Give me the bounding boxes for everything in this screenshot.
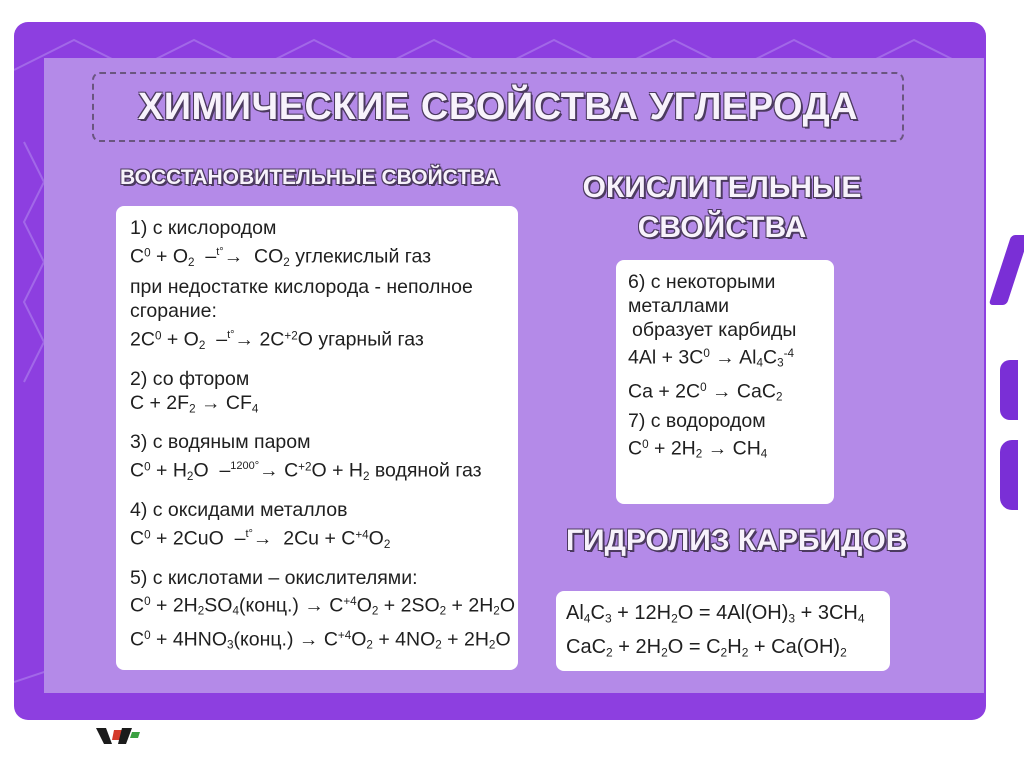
item-metals-cont: металлами xyxy=(628,295,730,317)
item-metal-oxides: 4) с оксидами металлов xyxy=(130,499,348,522)
reducing-heading: ВОССТАНОВИТЕЛЬНЫЕ СВОЙСТВА xyxy=(120,166,500,189)
equation-cac2-hydrolysis: $CaC_2 + 2H_2O = C_2H_2 + Ca(OH)_2$ xyxy=(566,636,847,660)
oxidizing-heading xyxy=(572,168,872,248)
equation-c-hno3: $C^0$ + $4HNO_3(конц.) \to C^{+4}O_2 + 4NO_2 + 2H_2O$ xyxy=(130,628,511,652)
equation-2c-o2: $2C^0 + O_2$ $-^{t^\circ}\to 2C^{+2}O$ угарный газ xyxy=(130,328,424,352)
hydrolysis-heading: ГИДРОЛИЗ КАРБИДОВ xyxy=(566,524,908,557)
logo-mark xyxy=(92,726,144,746)
equation-c-cuo: $C^0 + 2CuO$ $-^{t^\circ}\to 2Cu + C^{+4}O_2$ xyxy=(130,527,391,552)
edge-decoration xyxy=(1000,360,1018,420)
hydrolysis-card xyxy=(556,591,890,671)
item-hydrogen: 7) с водородом xyxy=(628,410,766,433)
item-carbides-note: образует карбиды xyxy=(632,319,797,341)
edge-decoration xyxy=(989,235,1024,305)
note-incomplete: при недостатке кислорода - неполное xyxy=(130,275,473,298)
item-fluorine: 2) со фтором xyxy=(130,367,250,390)
equation-c-h2o: $C^0 + H_2O$ $-^{1200^\circ}\to C^{+2}O + H_2$ водяной газ xyxy=(130,459,482,484)
item-oxidizing-acids: 5) с кислотами – окислителями: xyxy=(130,567,418,590)
equation-al4c3-hydrolysis: $Al_4C_3 + 12H_2O = 4Al(OH)_3 + 3CH_4$ xyxy=(566,602,865,626)
edge-decoration xyxy=(1000,440,1018,510)
equation-ca-c: $Ca + 2C^0 \to CaC_2$ xyxy=(628,380,783,404)
equation-al-c: $4Al + 3C^0 \to Al_4C_3^{-4}$ xyxy=(628,346,794,370)
item-oxygen: 1) с кислородом xyxy=(130,217,277,239)
oxidizing-card xyxy=(616,260,834,504)
oxidizing-heading-line1: ОКИСЛИТЕЛЬНЫЕ xyxy=(582,171,862,204)
equation-c-o2: $C^0 + O_2$ $-^{t^\circ}\to CO_2$ углекислый газ xyxy=(130,245,432,269)
item-metals: 6) с некоторыми xyxy=(628,271,776,293)
item-steam: 3) с водяным паром xyxy=(130,431,311,454)
equation-c-f2: $C + 2F_2 \to CF_4$ xyxy=(130,391,259,416)
note-combustion: сгорание: xyxy=(130,299,217,322)
reducing-card xyxy=(116,206,518,670)
page-title: ХИМИЧЕСКИЕ СВОЙСТВА УГЛЕРОДА xyxy=(137,85,859,128)
oxidizing-heading-line2: СВОЙСТВА xyxy=(637,211,807,244)
equation-c-h2so4: $C^0$ + $2H_2SO_4(конц.) \to C^{+4}O_2 + 2SO_2 + 2H_2O$ xyxy=(130,594,515,618)
equation-c-h2: $C^0 + 2H_2 \to CH_4$ xyxy=(628,437,768,462)
